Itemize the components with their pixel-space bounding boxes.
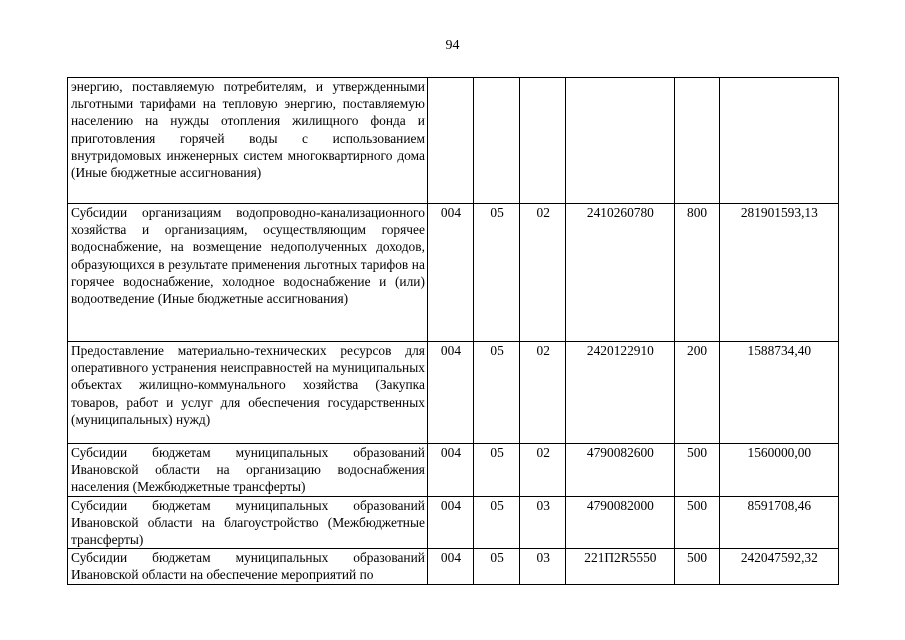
table-row — [68, 204, 839, 342]
table-row — [68, 549, 839, 584]
table-row — [68, 78, 839, 204]
section-code-cell: 05 — [474, 204, 520, 342]
ministry-code-cell: 004 — [427, 342, 473, 444]
target-code-cell: 221П2R5550 — [566, 549, 674, 584]
target-code-cell: 2410260780 — [566, 204, 674, 342]
row-description: Субсидии бюджетам муниципальных образований Ивановской области на благоустройство (Межбюджетные трансферты) — [68, 496, 428, 549]
section-code-cell: 05 — [474, 496, 520, 549]
expense-type-cell: 200 — [674, 342, 719, 444]
subsection-code-cell: 02 — [520, 342, 566, 444]
budget-table — [67, 77, 839, 585]
row-description: Субсидии бюджетам муниципальных образований Ивановской области на организацию водоснабжения населения (Межбюджетные трансферты) — [68, 444, 428, 497]
subsection-code-cell: 03 — [520, 496, 566, 549]
expense-type-cell — [674, 78, 719, 204]
target-code-cell: 2420122910 — [566, 342, 674, 444]
row-description: Субсидии организациям водопроводно-канализационного хозяйства и организациям, осуществляющим горячее водоснабжение, на возмещение недополученных доходов, образующихся в результате применения льготных тарифов на горячее водоснабжение, холодное водоснабжение и (или) водоотведение (Иные бюджетные ассигнования) — [68, 204, 428, 342]
subsection-code-cell — [520, 78, 566, 204]
table-row — [68, 342, 839, 444]
amount-cell: 242047592,32 — [719, 549, 838, 584]
ministry-code-cell: 004 — [427, 549, 473, 584]
ministry-code-cell: 004 — [427, 496, 473, 549]
expense-type-cell: 500 — [674, 549, 719, 584]
amount-cell: 1560000,00 — [719, 444, 838, 497]
row-description: Субсидии бюджетам муниципальных образований Ивановской области на обеспечение мероприятий по — [68, 549, 428, 584]
section-code-cell: 05 — [474, 342, 520, 444]
subsection-code-cell: 02 — [520, 204, 566, 342]
expense-type-cell: 500 — [674, 496, 719, 549]
amount-cell: 8591708,46 — [719, 496, 838, 549]
section-code-cell — [474, 78, 520, 204]
expense-type-cell: 800 — [674, 204, 719, 342]
amount-cell — [719, 78, 838, 204]
row-description: энергию, поставляемую потребителям, и утвержденными льготными тарифами на тепловую энергию, поставляемую населению на нужды отопления жилищного фонда и приготовления горячей воды с использованием внутридомовых инженерных систем многоквартирного дома (Иные бюджетные ассигнования) — [68, 78, 428, 204]
ministry-code-cell: 004 — [427, 204, 473, 342]
table-row — [68, 444, 839, 497]
target-code-cell: 4790082000 — [566, 496, 674, 549]
section-code-cell: 05 — [474, 549, 520, 584]
amount-cell: 281901593,13 — [719, 204, 838, 342]
subsection-code-cell: 03 — [520, 549, 566, 584]
amount-cell: 1588734,40 — [719, 342, 838, 444]
row-description: Предоставление материально-технических ресурсов для оперативного устранения неисправностей на муниципальных объектах жилищно-коммунального хозяйства (Закупка товаров, работ и услуг для обеспечения государственных (муниципальных) нужд) — [68, 342, 428, 444]
target-code-cell: 4790082600 — [566, 444, 674, 497]
page-number: 94 — [445, 38, 460, 53]
section-code-cell: 05 — [474, 444, 520, 497]
expense-type-cell: 500 — [674, 444, 719, 497]
target-code-cell — [566, 78, 674, 204]
ministry-code-cell: 004 — [427, 444, 473, 497]
subsection-code-cell: 02 — [520, 444, 566, 497]
ministry-code-cell — [427, 78, 473, 204]
table-row — [68, 496, 839, 549]
